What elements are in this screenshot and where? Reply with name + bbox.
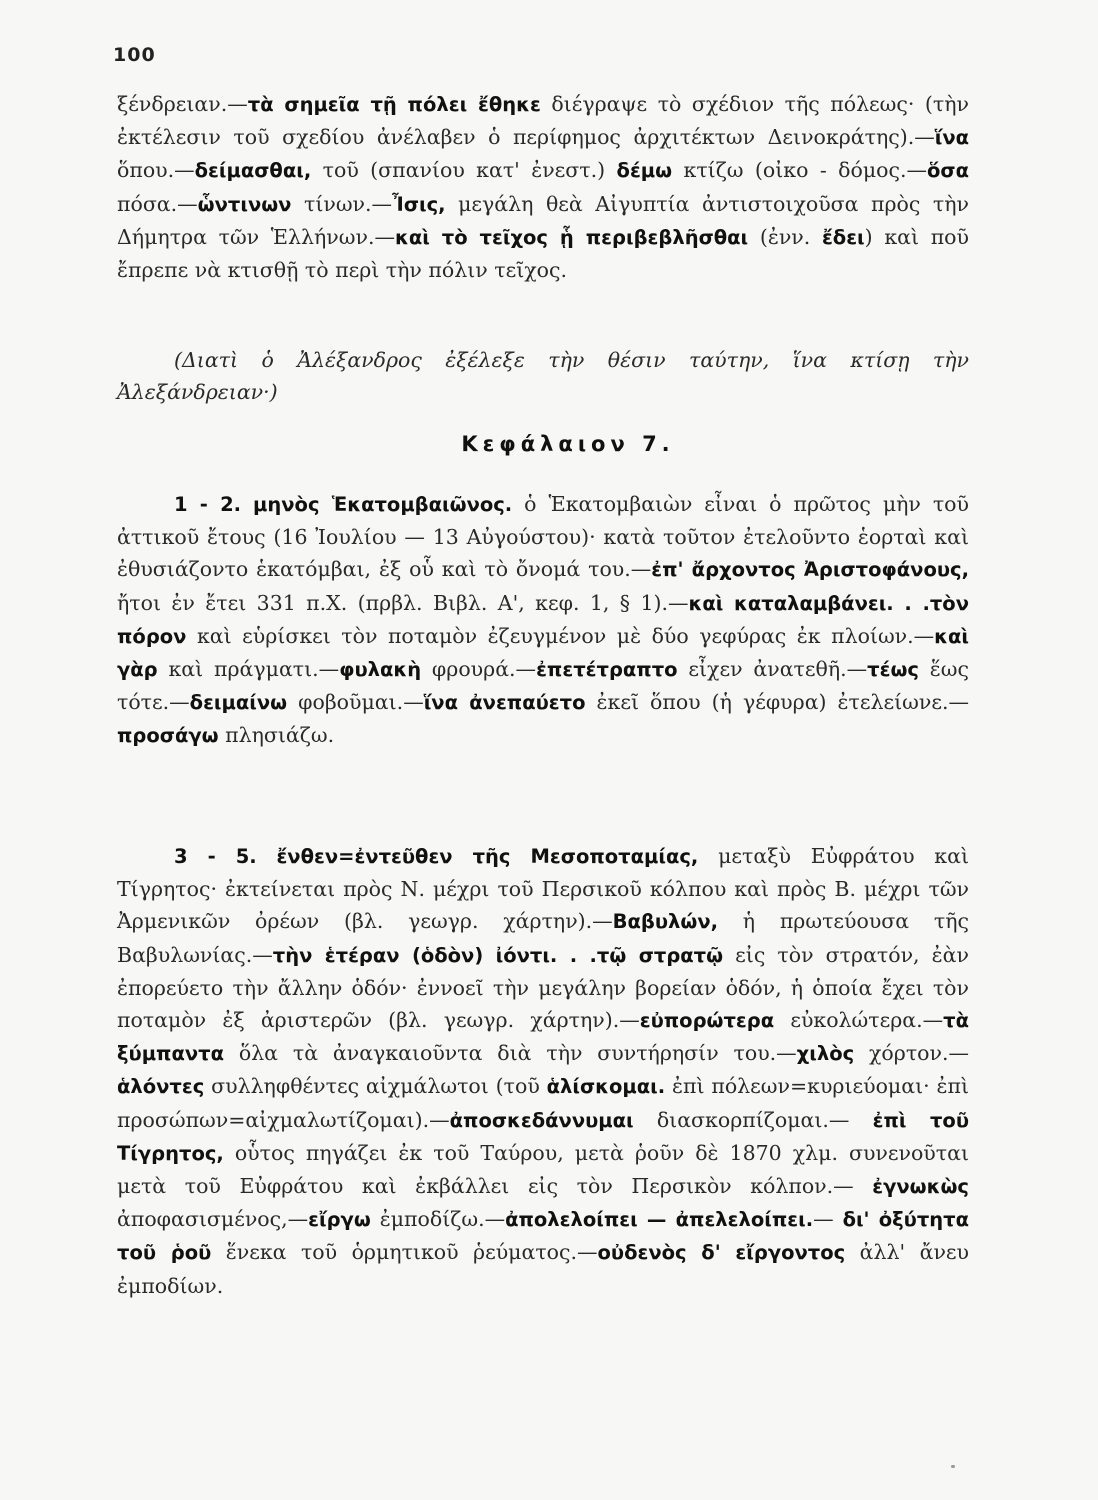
lemma: ἔνθεν=ἐντεῦθεν τῆς Μεσοποταμίας,	[276, 845, 699, 868]
question: (Διατὶ ὁ Ἀλέξανδρος ἐξέλεξε τὴν θέσιν ταύτην, ἵνα κτίσῃ τὴν Ἀλεξάνδρειαν·)	[117, 348, 969, 405]
text: κτίζω (οἰκο - δόμος.—	[672, 158, 928, 183]
section-number: 3 - 5.	[174, 845, 257, 868]
paragraph	[117, 488, 969, 753]
lemma: καὶ καταλαμβάνει. . .τὸν πόρον	[117, 591, 969, 648]
text: πλησιάζω.	[218, 723, 335, 748]
lemma: ἐπ' ἄρχοντος Ἀριστοφάνους,	[651, 558, 969, 582]
text: τοῦ (σπανίου κατ' ἐνεστ.)	[311, 158, 617, 183]
paragraph	[117, 840, 969, 1302]
lemma: καὶ τὸ τεῖχος ᾗ περιβεβλῆσθαι	[394, 225, 749, 249]
lemma: ὧντινων	[197, 192, 292, 216]
question-block	[117, 344, 969, 408]
lemma: καὶ γὰρ	[117, 624, 969, 682]
lemma: εἴργω	[308, 1208, 371, 1232]
text: καὶ πράγματι.—	[157, 657, 340, 682]
lemma: οὐδενὸς δ' εἴργοντος	[597, 1241, 846, 1265]
section-1-2	[117, 488, 969, 753]
chapter-heading: Κεφάλαιον 7.	[461, 432, 675, 456]
text: χόρτον.—	[854, 1041, 969, 1066]
lemma: ἐγνωκὼς	[872, 1175, 969, 1199]
text: φοβοῦμαι.—	[287, 690, 424, 715]
text: εὐκολώτερα.—	[774, 1008, 944, 1033]
text: ἐπὶ πόλεων=κυριεύομαι· ἐπὶ προσώπων=αἰχμαλωτίζομαι).—	[117, 1074, 969, 1132]
text: διασκορπίζομαι.—	[633, 1107, 873, 1132]
lemma: προσάγω	[117, 724, 219, 748]
text: —	[813, 1207, 843, 1232]
lemma: ἁλίσκομαι.	[546, 1075, 666, 1099]
paragraph-commentary-1	[117, 88, 969, 286]
lemma: δι' ὀξύτητα τοῦ ῥοῦ	[117, 1208, 969, 1265]
text: οὗτος πηγάζει ἐκ τοῦ Ταύρου, μετὰ ῥοῦν δὲ 1870 χλμ. συνενοῦται μετὰ τοῦ Εὐφράτου καὶ ἐκβάλλει εἰς τὸν Περσικὸν κόλπον.—	[117, 1140, 969, 1199]
text: φρουρά.—	[421, 657, 537, 682]
lemma: ἐπὶ τοῦ Τίγρητος,	[117, 1108, 969, 1165]
text: διέγραψε τὸ σχέδιον τῆς πόλεως· (τὴν ἐκτέλεσιν τοῦ σχεδίου ἀνέλαβεν ὁ περίφημος ἀρχιτέκτων Δεινοκράτης).—	[117, 92, 969, 150]
lemma: ἔδει	[821, 225, 865, 249]
lemma: μηνὸς Ἑκατομβαιῶνος.	[253, 493, 513, 516]
lemma: χιλὸς	[796, 1042, 855, 1066]
page-number: 100	[113, 44, 156, 66]
lemma: τὰ ξύμπαντα	[117, 1009, 969, 1066]
text: ἕνεκα τοῦ ὁρμητικοῦ ῥεύματος.—	[211, 1240, 598, 1265]
print-speck	[951, 1465, 955, 1468]
section-number: 1 - 2.	[174, 493, 242, 516]
lemma: δέμω	[616, 159, 673, 183]
lemma: Ἶσις,	[392, 192, 446, 216]
text: εἶχεν ἀνατεθῆ.—	[677, 657, 868, 682]
lemma: ἵνα ἀνεπαύετο	[423, 691, 586, 715]
paragraph	[117, 88, 969, 286]
text: τίνων.—	[291, 191, 393, 216]
text: μεταξὺ Εὐφράτου καὶ Τίγρητος· ἐκτείνεται πρὸς Ν. μέχρι τοῦ Περσικοῦ κόλπου καὶ πρὸς Β. μέχρι τῶν Ἀρμενικῶν ὀρέων (βλ. γεωγρ. χάρτην).—	[117, 844, 969, 934]
text: ξένδρειαν.—	[117, 92, 248, 116]
lemma: εὐπορώτερα	[639, 1009, 775, 1033]
text: ἀποφασισμένος,—	[117, 1207, 309, 1232]
text: ἡ πρωτεύουσα τῆς Βαβυλωνίας.—	[117, 909, 969, 967]
lemma: ἀποσκεδάννυμαι	[449, 1108, 634, 1132]
lemma: ἁλόντες	[117, 1075, 205, 1099]
text: ἤτοι ἐν ἔτει 331 π.Χ. (πρβλ. Βιβλ. Α', κεφ. 1, § 1).—	[117, 590, 689, 615]
text: (ἐνν.	[748, 224, 822, 249]
text: ὅλα τὰ ἀναγκαιοῦντα διὰ τὴν συντήρησίν του.—	[223, 1041, 797, 1066]
text: ) καὶ ποῦ ἔπρεπε νὰ κτισθῇ τὸ περὶ τὴν πόλιν τεῖχος.	[117, 224, 969, 283]
lemma: τὰ σημεῖα τῇ πόλει ἔθηκε	[247, 93, 541, 116]
text: ἀλλ' ἄνευ ἐμποδίων.	[117, 1240, 969, 1298]
text: καὶ εὑρίσκει τὸν ποταμὸν ἐζευγμένον μὲ δύο γεφύρας ἐκ πλοίων.—	[186, 623, 935, 648]
lemma: τέως	[867, 658, 919, 682]
text: ὅπου.—	[117, 158, 195, 183]
lemma: ἵνα	[934, 126, 969, 150]
lemma: δείμασθαι,	[194, 159, 312, 183]
lemma: φυλακὴ	[339, 658, 422, 682]
text: μεγάλη θεὰ Αἰγυπτία ἀντιστοιχοῦσα πρὸς τὴν Δήμητρα τῶν Ἑλλήνων.—	[117, 191, 969, 249]
lemma: ἀπολελοίπει — ἀπελελοίπει.	[505, 1208, 814, 1232]
text: ἐμποδίζω.—	[370, 1207, 506, 1232]
text: ὁ Ἑκατομβαιὼν εἶναι ὁ πρῶτος μὴν τοῦ ἀττικοῦ ἔτους (16 Ἰουλίου — 13 Αὐγούστου)· κατὰ τοῦτον ἐτελοῦντο ἑορταὶ καὶ ἐθυσιάζοντο ἑκατόμβαι, ἐξ οὗ καὶ τὸ ὄνομά του.—	[117, 492, 969, 582]
lemma: ἐπετέτραπτο	[536, 658, 678, 682]
text: ἕως τότε.—	[117, 657, 970, 715]
lemma: τὴν ἑτέραν (ὁδὸν) ἰόντι. . .τῷ στρατῷ	[272, 943, 724, 967]
lemma: ὅσα	[927, 159, 970, 183]
text: συλληφθέντες αἰχμάλωτοι (τοῦ	[204, 1074, 547, 1099]
section-3-5	[117, 840, 969, 1302]
lemma: Βαβυλών,	[612, 910, 719, 934]
text: εἰς τὸν στρατόν, ἐὰν ἐπορεύετο τὴν ἄλλην ὁδόν· ἐννοεῖ τὴν μεγάλην βορείαν ὁδόν, ἡ ὁποία ἔχει τὸν ποταμὸν ἐξ ἀριστερῶν (βλ. γεωγρ. χάρτην).—	[117, 942, 969, 1033]
text: πόσα.—	[117, 191, 198, 216]
lemma: δειμαίνω	[189, 691, 288, 715]
text: ἐκεῖ ὅπου (ἡ γέφυρα) ἐτελείωνε.—	[585, 690, 969, 715]
